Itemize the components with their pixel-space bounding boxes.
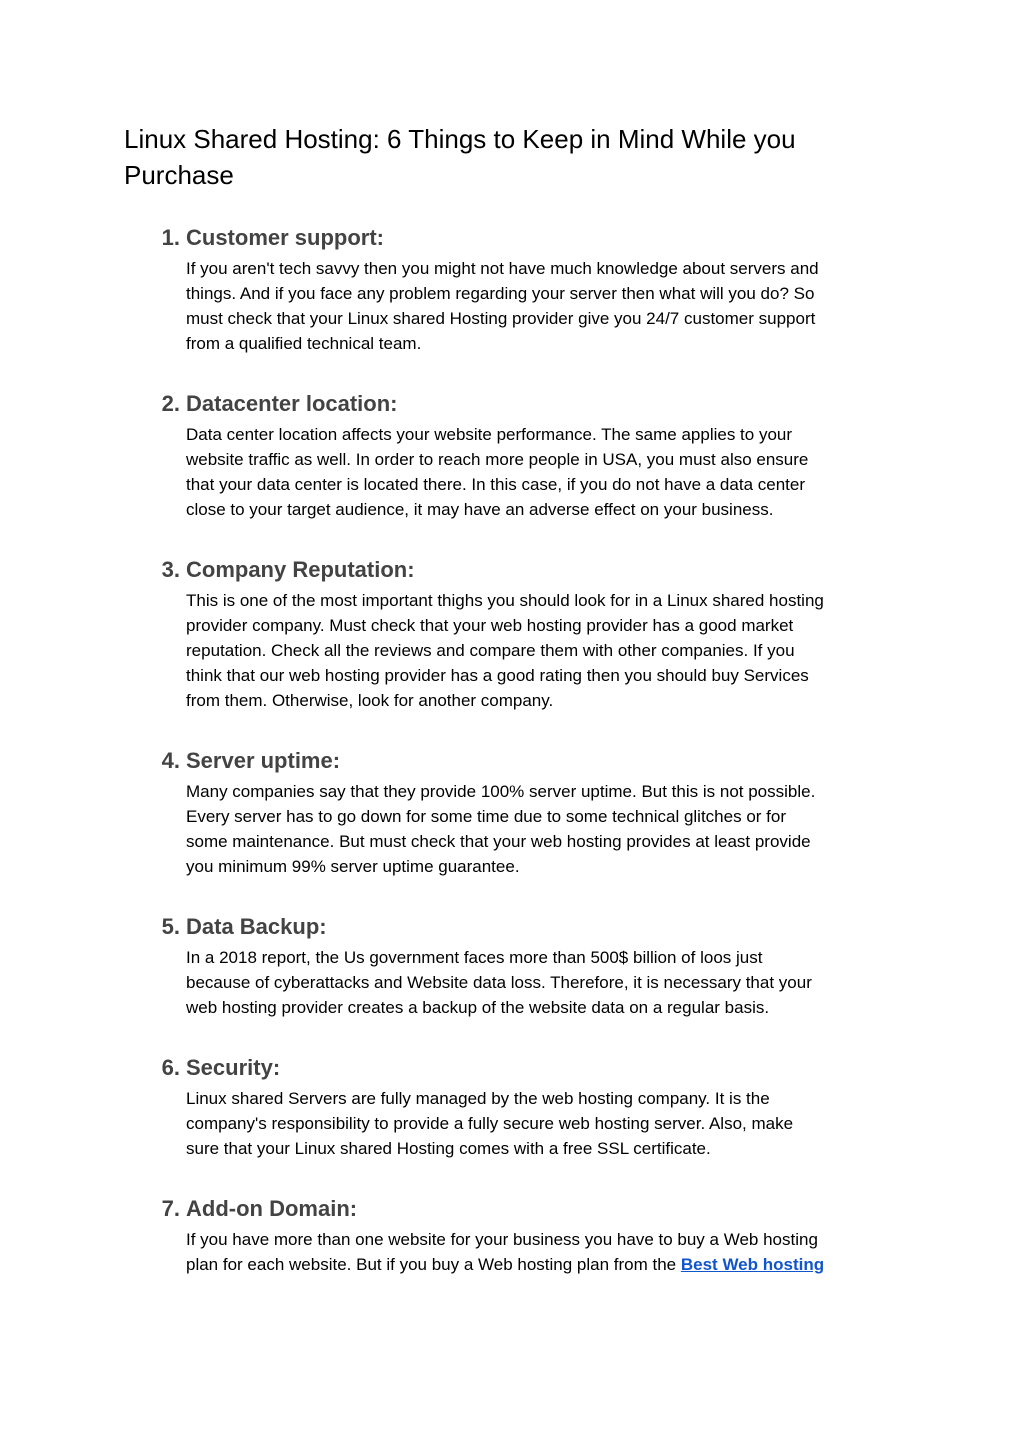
section-customer-support (150, 220, 910, 356)
body-line: web hosting provider creates a backup of the website data on a regular basis. (186, 998, 770, 1018)
section-body (186, 1227, 910, 1277)
section-number: 1. (161, 225, 180, 250)
section-number: 4. (161, 748, 180, 773)
section-server-uptime (150, 743, 910, 879)
body-line: provider company. Must check that your web hosting provider has a good market (186, 616, 794, 636)
document-title-line-1: Linux Shared Hosting: 6 Things to Keep in Mind While you (124, 124, 796, 154)
best-web-hosting-link[interactable]: Best Web hosting (680, 1255, 825, 1275)
section-header (150, 909, 910, 945)
section-heading: Security: (186, 1055, 281, 1080)
body-line: reputation. Check all the reviews and compare them with other companies. If you (186, 641, 795, 661)
body-line: Every server has to go down for some time due to some technical glitches or for (186, 807, 786, 827)
document-title (124, 121, 884, 193)
body-line: This is one of the most important thighs you should look for in a Linux shared hosting (186, 591, 824, 610)
section-company-reputation (150, 552, 910, 713)
section-body (186, 422, 910, 522)
section-add-on-domain (150, 1191, 910, 1277)
body-line: some maintenance. But must check that your web hosting provides at least provide (186, 832, 811, 852)
body-line: Linux shared Servers are fully managed by the web hosting company. It is the (186, 1089, 770, 1108)
section-body (186, 256, 910, 356)
body-line: website traffic as well. In order to reach more people in USA, you must also ensure (186, 450, 809, 470)
section-header (150, 386, 910, 422)
body-line: because of cyberattacks and Website data loss. Therefore, it is necessary that your (186, 973, 812, 993)
section-body (186, 779, 910, 879)
document-title-line-2: Purchase (124, 160, 234, 190)
body-line: you minimum 99% server uptime guarantee. (186, 857, 520, 877)
section-header (150, 1191, 910, 1227)
body-line: from a qualified technical team. (186, 334, 422, 354)
body-line: If you have more than one website for your business you have to buy a Web hosting (186, 1230, 818, 1249)
body-line: things. And if you face any problem regarding your server then what will you do? So (186, 284, 815, 304)
section-header (150, 552, 910, 588)
section-header (150, 1050, 910, 1086)
section-heading: Add-on Domain: (186, 1196, 358, 1221)
section-body (186, 1086, 910, 1161)
section-number: 2. (161, 391, 180, 416)
body-line: Many companies say that they provide 100% server uptime. But this is not possible. (186, 782, 816, 801)
section-number: 7. (161, 1196, 180, 1221)
section-header (150, 743, 910, 779)
body-line: must check that your Linux shared Hosting provider give you 24/7 customer support (186, 309, 816, 329)
section-heading: Datacenter location: (186, 391, 398, 416)
section-heading: Customer support: (186, 225, 384, 250)
body-line: that your data center is located there. In this case, if you do not have a data center (186, 475, 805, 495)
section-number: 3. (161, 557, 180, 582)
body-line: If you aren't tech savvy then you might not have much knowledge about servers and (186, 259, 819, 278)
section-data-backup (150, 909, 910, 1020)
section-datacenter-location (150, 386, 910, 522)
body-line: Data center location affects your website performance. The same applies to your (186, 425, 793, 444)
section-body (186, 945, 910, 1020)
body-line: from them. Otherwise, look for another company. (186, 691, 554, 711)
section-heading: Server uptime: (186, 748, 341, 773)
section-heading: Data Backup: (186, 914, 327, 939)
section-header (150, 220, 910, 256)
section-number: 5. (161, 914, 180, 939)
section-heading: Company Reputation: (186, 557, 415, 582)
body-line: close to your target audience, it may have an adverse effect on your business. (186, 500, 774, 520)
body-line: In a 2018 report, the Us government faces more than 500$ billion of loos just (186, 948, 763, 967)
section-number: 6. (161, 1055, 180, 1080)
body-line: company's responsibility to provide a fully secure web hosting server. Also, make (186, 1114, 794, 1134)
section-security (150, 1050, 910, 1161)
body-line: sure that your Linux shared Hosting comes with a free SSL certificate. (186, 1139, 711, 1159)
body-line (186, 1252, 910, 1277)
body-line-text: plan for each website. But if you buy a Web hosting plan from the (186, 1255, 677, 1275)
body-line: think that our web hosting provider has a good rating then you should buy Services (186, 666, 809, 686)
section-body (186, 588, 910, 713)
